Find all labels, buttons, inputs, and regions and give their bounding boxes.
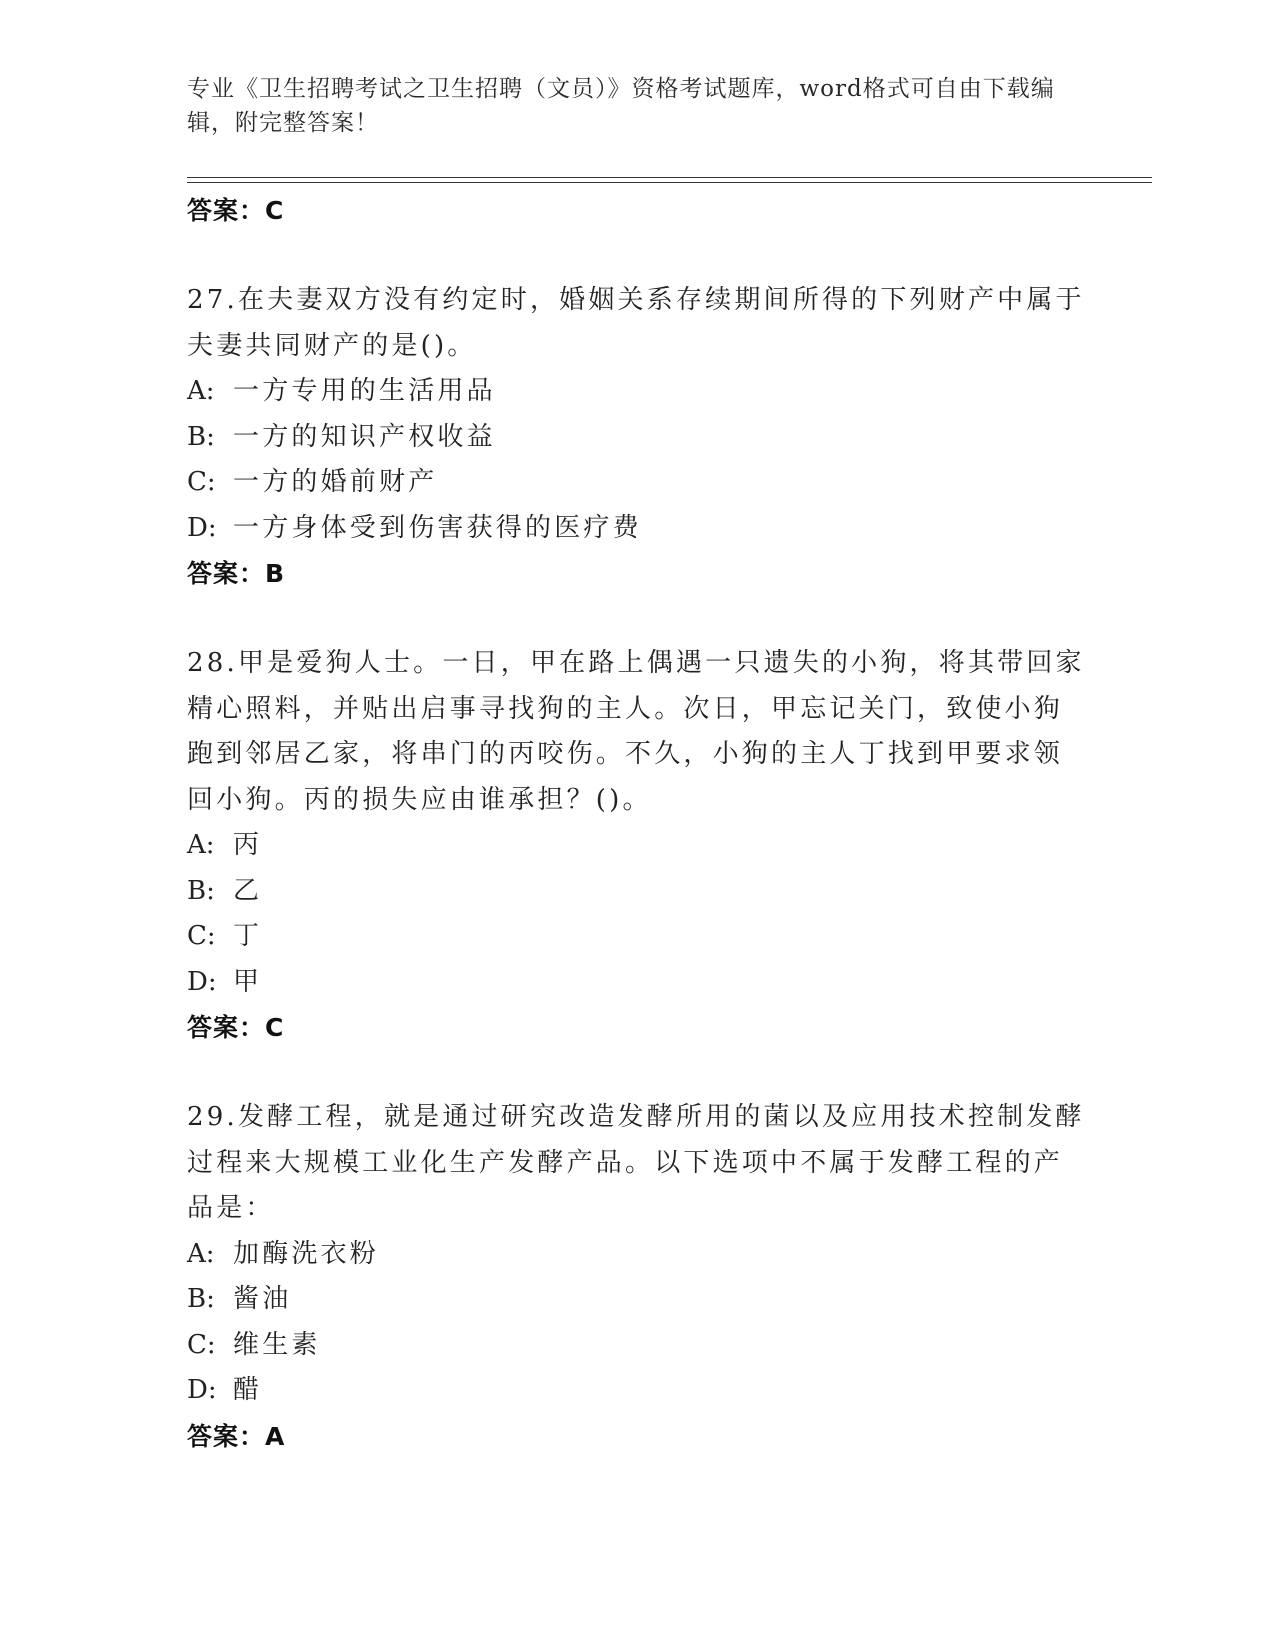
page-header bbox=[187, 72, 1087, 140]
option-key: A: bbox=[187, 376, 215, 406]
option-c bbox=[187, 914, 1087, 960]
question-text: 28.甲是爱狗人士。一日，甲在路上偶遇一只遗失的小狗，将其带回家精心照料，并贴出启事寻找狗的主人。次日，甲忘记关门，致使小狗跑到邻居乙家，将串门的丙咬伤。不久，小狗的主人丁找到甲要求领回小狗。丙的损失应由谁承担？()。 bbox=[187, 648, 1085, 815]
option-text: 一方身体受到伤害获得的医疗费 bbox=[233, 512, 642, 543]
option-key: D: bbox=[187, 966, 217, 997]
option-text: 酱油 bbox=[233, 1284, 292, 1314]
question-answer: 答案：B bbox=[187, 559, 286, 588]
question-29 bbox=[187, 1095, 1087, 1460]
option-text: 一方的婚前财产 bbox=[233, 467, 438, 497]
option-text: 一方专用的生活用品 bbox=[233, 376, 496, 406]
option-text: 一方的知识产权收益 bbox=[233, 421, 496, 452]
option-key: D: bbox=[187, 1375, 217, 1405]
option-a bbox=[187, 823, 1087, 869]
option-key: B: bbox=[187, 1284, 215, 1314]
option-text: 丁 bbox=[233, 921, 263, 951]
option-b bbox=[187, 869, 1087, 915]
option-key: B: bbox=[187, 875, 215, 906]
question-28 bbox=[187, 641, 1087, 1051]
option-text: 维生素 bbox=[233, 1329, 321, 1360]
option-b bbox=[187, 1277, 1087, 1323]
question-answer: 答案：A bbox=[187, 1421, 286, 1451]
question-text: 27.在夫妻双方没有约定时，婚姻关系存续期间所得的下列财产中属于夫妻共同财产的是()。 bbox=[187, 285, 1085, 361]
option-key: C: bbox=[187, 921, 216, 951]
option-key: B: bbox=[187, 421, 215, 452]
previous-question-answer: 答案：C bbox=[187, 196, 285, 225]
header-divider-bottom bbox=[187, 182, 1152, 183]
question-27 bbox=[187, 278, 1087, 597]
option-c bbox=[187, 460, 1087, 506]
option-c bbox=[187, 1323, 1087, 1369]
option-text: 加酶洗衣粉 bbox=[233, 1238, 380, 1269]
option-text: 丙 bbox=[233, 830, 263, 860]
option-key: A: bbox=[187, 1238, 215, 1269]
option-key: D: bbox=[187, 512, 217, 543]
header-text: 专业《卫生招聘考试之卫生招聘（文员）》资格考试题库，word格式可自由下载编辑，附完整答案！ bbox=[187, 76, 1055, 136]
question-answer: 答案：C bbox=[187, 1013, 285, 1042]
option-text: 醋 bbox=[233, 1375, 263, 1405]
header-divider-top bbox=[187, 177, 1152, 178]
option-d bbox=[187, 1368, 1087, 1414]
option-text: 甲 bbox=[233, 966, 263, 997]
option-d bbox=[187, 960, 1087, 1006]
option-d bbox=[187, 506, 1087, 552]
option-key: C: bbox=[187, 467, 216, 497]
option-key: C: bbox=[187, 1329, 216, 1360]
option-a bbox=[187, 369, 1087, 415]
question-text: 29.发酵工程，就是通过研究改造发酵所用的菌以及应用技术控制发酵过程来大规模工业化生产发酵产品。以下选项中不属于发酵工程的产品是： bbox=[187, 1102, 1085, 1223]
option-a bbox=[187, 1232, 1087, 1278]
question-list bbox=[187, 188, 1087, 1460]
option-text: 乙 bbox=[233, 875, 263, 906]
option-b bbox=[187, 415, 1087, 461]
option-key: A: bbox=[187, 830, 215, 860]
